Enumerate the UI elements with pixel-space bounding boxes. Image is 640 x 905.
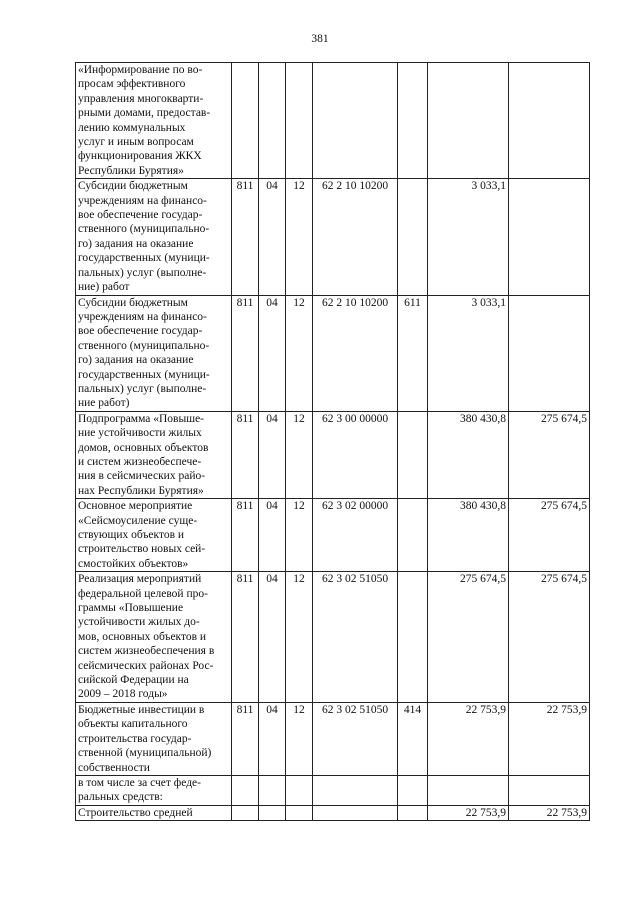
expense-type-cell (398, 63, 428, 179)
table-row (76, 805, 590, 820)
item-name-line: ние работ) (78, 397, 130, 410)
target-article-cell: 62 3 02 51050 (313, 702, 398, 775)
item-name-line: «Информирование по во- (78, 64, 203, 76)
item-name-line: Строительство средней (78, 806, 193, 819)
amount-first-cell: 380 430,8 (428, 411, 509, 498)
amount-second-cell (509, 295, 590, 411)
subsection-code-cell: 12 (286, 702, 313, 775)
item-name-cell (76, 499, 232, 572)
amount-first-cell: 275 674,5 (428, 572, 509, 703)
item-name-cell (76, 702, 232, 775)
ministry-code-cell: 811 (232, 295, 259, 411)
item-name-line: устойчивости жилых до- (78, 616, 200, 629)
expense-type-cell (398, 805, 428, 820)
item-name-line: учреждениям на финансо- (78, 310, 207, 323)
section-code-cell (259, 805, 286, 820)
amount-second-cell (509, 63, 590, 179)
item-name-line: услуг и иным вопросам (78, 136, 194, 149)
item-name-line: Реализация мероприятий (78, 573, 202, 586)
item-name-line: систем жизнеобеспечения в (78, 645, 215, 658)
item-name-line: сийской Федерации на (78, 674, 189, 687)
item-name-cell (76, 63, 232, 179)
amount-second-cell (509, 179, 590, 295)
item-name-line: управления многокварти- (78, 92, 204, 105)
target-article-cell (313, 63, 398, 179)
item-name-cell (76, 775, 232, 805)
section-code-cell (259, 63, 286, 179)
item-name-line: пальных) услуг (выполне- (78, 382, 207, 395)
subsection-code-cell: 12 (286, 295, 313, 411)
item-name-line: го) задания на оказание (78, 237, 194, 250)
item-name-line: в том числе за счет феде- (78, 776, 201, 789)
item-name-line: нах Республики Бурятия» (78, 484, 204, 497)
amount-first-cell: 380 430,8 (428, 499, 509, 572)
item-name-cell (76, 411, 232, 498)
item-name-line: функционирования ЖКХ (78, 150, 202, 163)
amount-second-cell: 275 674,5 (509, 499, 590, 572)
amount-first-cell: 22 753,9 (428, 805, 509, 820)
target-article-cell (313, 775, 398, 805)
item-name-line: Подпрограмма «Повыше- (78, 412, 205, 425)
item-name-line: пальных) услуг (выполне- (78, 266, 207, 279)
item-name-line: домов, основных объектов (78, 441, 209, 454)
amount-second-cell (509, 775, 590, 805)
page-number: 381 (311, 33, 329, 45)
section-code-cell (259, 775, 286, 805)
item-name-line: объекты капитального (78, 718, 188, 731)
item-name-line: ственной (муниципальной) (78, 747, 212, 760)
section-code-cell: 04 (259, 179, 286, 295)
item-name-line: Республики Бурятия» (78, 164, 184, 177)
ministry-code-cell (232, 805, 259, 820)
subsection-code-cell: 12 (286, 411, 313, 498)
expense-type-cell: 414 (398, 702, 428, 775)
item-name-line: ственного (муниципально- (78, 223, 210, 236)
budget-table-body (76, 63, 590, 821)
item-name-line: 2009 – 2018 годы» (78, 688, 168, 701)
section-code-cell: 04 (259, 411, 286, 498)
ministry-code-cell (232, 775, 259, 805)
target-article-cell: 62 3 02 51050 (313, 572, 398, 703)
table-row (76, 499, 590, 572)
target-article-cell: 62 3 02 00000 (313, 499, 398, 572)
subsection-code-cell (286, 805, 313, 820)
item-name-line: учреждениям на финансо- (78, 194, 207, 207)
item-name-cell (76, 805, 232, 820)
item-name-line: ния в сейсмических райо- (78, 470, 206, 483)
item-name-cell (76, 572, 232, 703)
ministry-code-cell (232, 63, 259, 179)
table-row (76, 572, 590, 703)
expense-type-cell (398, 775, 428, 805)
subsection-code-cell (286, 63, 313, 179)
item-name-line: Субсидии бюджетным (78, 180, 188, 193)
amount-first-cell: 22 753,9 (428, 702, 509, 775)
item-name-cell (76, 179, 232, 295)
section-code-cell: 04 (259, 572, 286, 703)
item-name-line: федеральной целевой про- (78, 587, 208, 600)
amount-first-cell: 3 033,1 (428, 295, 509, 411)
item-name-line: собственности (78, 761, 150, 774)
budget-table (75, 62, 590, 821)
amount-second-cell: 275 674,5 (509, 572, 590, 703)
item-name-line: государственных (муници- (78, 252, 210, 265)
amount-second-cell: 275 674,5 (509, 411, 590, 498)
item-name-line: го) задания на оказание (78, 354, 194, 367)
ministry-code-cell: 811 (232, 411, 259, 498)
amount-first-cell: 3 033,1 (428, 179, 509, 295)
table-row (76, 702, 590, 775)
ministry-code-cell: 811 (232, 179, 259, 295)
ministry-code-cell: 811 (232, 499, 259, 572)
section-code-cell: 04 (259, 702, 286, 775)
amount-second-cell: 22 753,9 (509, 702, 590, 775)
expense-type-cell (398, 179, 428, 295)
item-name-cell (76, 295, 232, 411)
item-name-line: государственных (муници- (78, 368, 210, 381)
item-name-line: граммы «Повышение (78, 602, 184, 615)
expense-type-cell (398, 411, 428, 498)
table-row (76, 295, 590, 411)
subsection-code-cell (286, 775, 313, 805)
subsection-code-cell: 12 (286, 572, 313, 703)
amount-first-cell (428, 775, 509, 805)
amount-first-cell (428, 63, 509, 179)
item-name-line: ние) работ (78, 281, 130, 294)
item-name-line: Бюджетные инвестиции в (78, 703, 205, 716)
item-name-line: ральных средств: (78, 791, 163, 804)
target-article-cell: 62 2 10 10200 (313, 179, 398, 295)
expense-type-cell (398, 572, 428, 703)
item-name-line: просам эффективного (78, 78, 186, 91)
item-name-line: вое обеспечение государ- (78, 209, 203, 222)
item-name-line: Субсидии бюджетным (78, 296, 188, 309)
section-code-cell: 04 (259, 295, 286, 411)
table-row (76, 775, 590, 805)
item-name-line: ственного (муниципально- (78, 339, 210, 352)
section-code-cell: 04 (259, 499, 286, 572)
item-name-line: рными домами, предостав- (78, 107, 211, 120)
table-row (76, 411, 590, 498)
table-row (76, 179, 590, 295)
amount-second-cell: 22 753,9 (509, 805, 590, 820)
item-name-line: и систем жизнеобеспече- (78, 455, 202, 468)
expense-type-cell (398, 499, 428, 572)
item-name-line: смостойких объектов» (78, 557, 189, 570)
item-name-line: строительство новых сей- (78, 543, 206, 556)
subsection-code-cell: 12 (286, 499, 313, 572)
item-name-line: ние устойчивости жилых (78, 427, 202, 440)
item-name-line: Основное мероприятие (78, 500, 193, 513)
item-name-line: мов, основных объектов и (78, 630, 207, 643)
item-name-line: «Сейсмоусиление суще- (78, 514, 198, 527)
item-name-line: строительства государ- (78, 732, 192, 745)
item-name-line: лению коммунальных (78, 121, 186, 134)
table-row (76, 63, 590, 179)
target-article-cell: 62 3 00 00000 (313, 411, 398, 498)
item-name-line: сейсмических районах Рос- (78, 659, 214, 672)
expense-type-cell: 611 (398, 295, 428, 411)
target-article-cell: 62 2 10 10200 (313, 295, 398, 411)
ministry-code-cell: 811 (232, 572, 259, 703)
ministry-code-cell: 811 (232, 702, 259, 775)
item-name-line: вое обеспечение государ- (78, 325, 203, 338)
item-name-line: ствующих объектов и (78, 529, 185, 541)
target-article-cell (313, 805, 398, 820)
subsection-code-cell: 12 (286, 179, 313, 295)
